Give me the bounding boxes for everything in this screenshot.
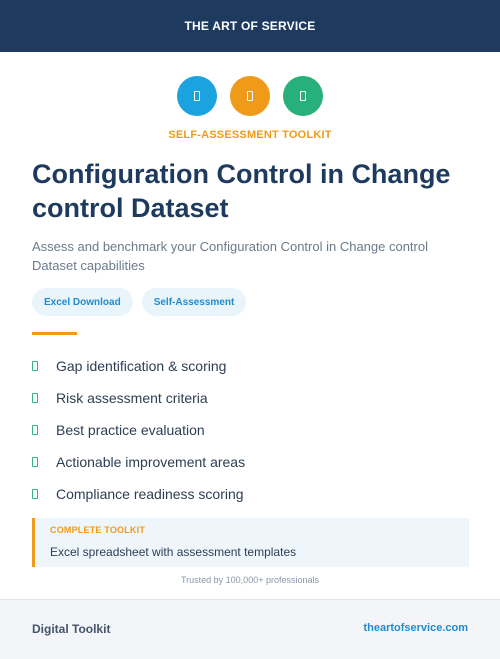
- feature-text: Compliance readiness scoring: [56, 486, 244, 502]
- feature-item: [32, 382, 472, 414]
- page-subtitle: Assess and benchmark your Configuration Control in Change control Dataset capabilities: [32, 239, 428, 273]
- callout-description: Excel spreadsheet with assessment templates: [50, 545, 297, 559]
- feature-text: Risk assessment criteria: [56, 390, 208, 406]
- toolkit-callout: [32, 518, 469, 567]
- feature-item: [32, 446, 472, 478]
- doc-icon-orange: [230, 76, 270, 116]
- doc-icon-green: [283, 76, 323, 116]
- feature-text: Actionable improvement areas: [56, 454, 246, 470]
- feature-item: [32, 414, 472, 446]
- doc-glyph-icon: [300, 91, 306, 101]
- icon-row: [0, 76, 500, 116]
- top-banner: [0, 0, 500, 52]
- check-icon: [32, 489, 38, 499]
- callout-label: COMPLETE TOOLKIT: [50, 525, 146, 535]
- brand-name: THE ART OF SERVICE: [184, 19, 316, 33]
- doc-glyph-icon: [247, 91, 253, 101]
- tag-row: [32, 288, 246, 316]
- doc-icon-blue: [177, 76, 217, 116]
- check-icon: [32, 361, 38, 371]
- check-icon: [32, 393, 38, 403]
- feature-list: [32, 350, 472, 510]
- footer-website-link[interactable]: theartofservice.com: [363, 622, 468, 634]
- tag-self-assessment: Self-Assessment: [142, 288, 247, 316]
- feature-text: Best practice evaluation: [56, 422, 205, 438]
- tag-excel-download: Excel Download: [32, 288, 133, 316]
- trust-note: Trusted by 100,000+ professionals: [180, 575, 319, 585]
- doc-glyph-icon: [194, 91, 200, 101]
- feature-item: [32, 478, 472, 510]
- feature-item: [32, 350, 472, 382]
- feature-text: Gap identification & scoring: [56, 358, 227, 374]
- page-title: Configuration Control in Change control Dataset: [32, 159, 451, 223]
- footer-label: Digital Toolkit: [32, 622, 111, 636]
- check-icon: [32, 457, 38, 467]
- footer-bar: [0, 599, 500, 659]
- accent-divider: [32, 332, 77, 335]
- eyebrow-label: SELF-ASSESSMENT TOOLKIT: [168, 129, 332, 141]
- check-icon: [32, 425, 38, 435]
